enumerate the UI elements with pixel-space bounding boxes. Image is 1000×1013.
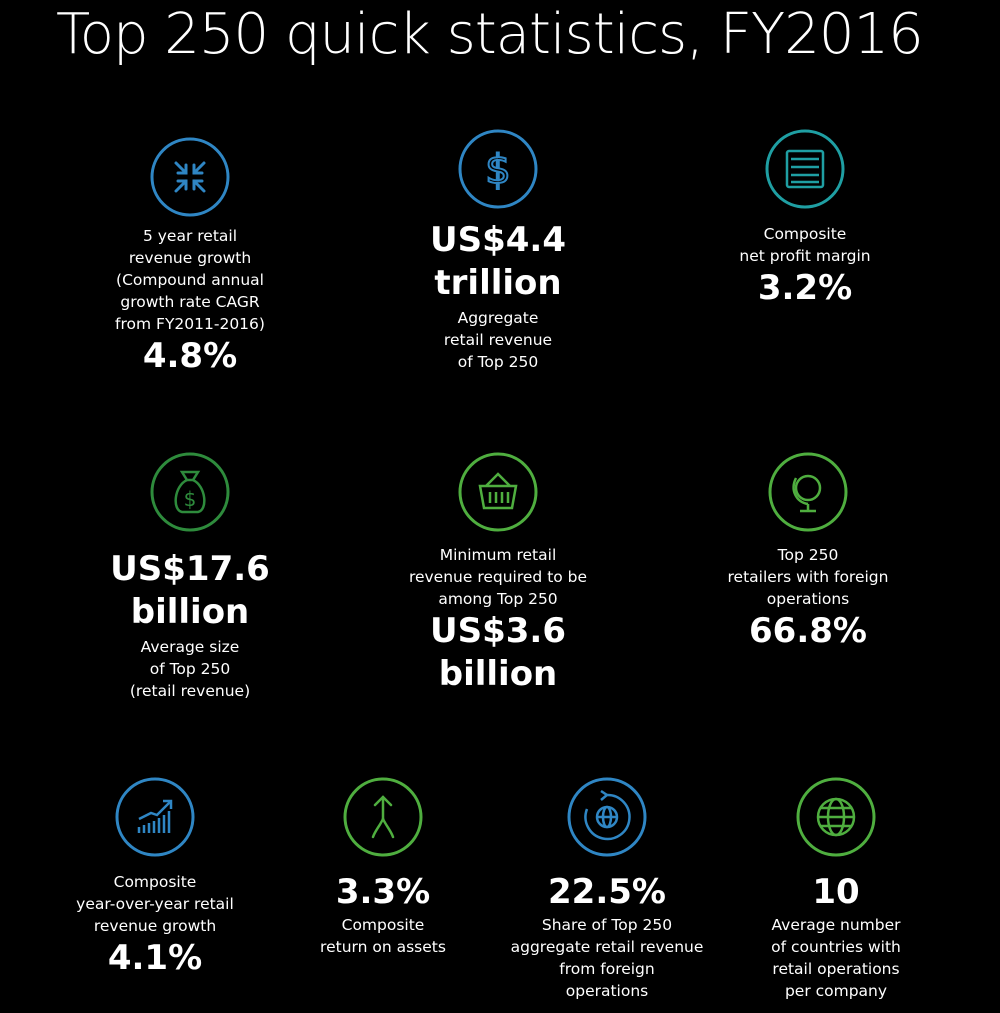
stat-card-countries-count bbox=[736, 775, 936, 1002]
stat-value: 10 bbox=[812, 872, 860, 912]
page-title: Top 250 quick statistics, FY2016 bbox=[56, 2, 923, 67]
stat-description: Minimum retail revenue required to be among Top 250 bbox=[408, 546, 588, 608]
stat-value: US$3.6 billion bbox=[430, 611, 566, 694]
stat-description: Composite year-over-year retail revenue growth bbox=[76, 873, 234, 935]
money-bag-icon bbox=[148, 450, 232, 534]
stat-card-foreign-operations bbox=[703, 450, 913, 653]
stat-description: Average size of Top 250 (retail revenue) bbox=[129, 638, 251, 700]
stat-description: Top 250 retailers with foreign operations bbox=[727, 546, 889, 608]
svg-text:$: $ bbox=[485, 147, 511, 193]
stat-description: Average number of countries with retail operations per company bbox=[771, 916, 901, 1000]
growth-chart-icon bbox=[113, 775, 197, 859]
compress-arrows-icon bbox=[148, 135, 232, 219]
stat-value: US$4.4 trillion bbox=[430, 220, 566, 303]
stat-value: 4.1% bbox=[107, 938, 203, 978]
stat-card-foreign-revenue-share bbox=[497, 775, 717, 1002]
stat-card-average-size bbox=[90, 450, 290, 702]
stat-card-yoy-growth bbox=[55, 775, 255, 980]
shopping-basket-icon bbox=[456, 450, 540, 534]
split-arrow-icon bbox=[341, 775, 425, 859]
stat-value: US$17.6 billion bbox=[110, 549, 270, 632]
stat-description: Composite net profit margin bbox=[739, 225, 871, 265]
stat-card-minimum-revenue bbox=[388, 450, 608, 696]
stat-card-revenue-growth bbox=[90, 135, 290, 378]
stat-card-aggregate-revenue bbox=[398, 127, 598, 373]
stat-value: 66.8% bbox=[749, 611, 867, 651]
globe-cycle-icon bbox=[565, 775, 649, 859]
stat-card-return-on-assets bbox=[283, 775, 483, 958]
stat-value: 3.3% bbox=[335, 872, 431, 912]
abacus-icon bbox=[763, 127, 847, 211]
globe-icon bbox=[794, 775, 878, 859]
stat-description: Composite return on assets bbox=[320, 916, 446, 956]
stat-value: 4.8% bbox=[142, 336, 238, 376]
stat-description: 5 year retail revenue growth (Compound annual growth rate CAGR from FY2011-2016) bbox=[115, 227, 265, 333]
stat-description: Aggregate retail revenue of Top 250 bbox=[443, 309, 553, 371]
stat-value: 3.2% bbox=[757, 268, 853, 308]
dollar-sign-icon bbox=[456, 127, 540, 211]
stat-value: 22.5% bbox=[548, 872, 666, 912]
stat-card-net-profit-margin bbox=[705, 127, 905, 310]
svg-text:$: $ bbox=[183, 487, 197, 511]
stat-description: Share of Top 250 aggregate retail revenue from foreign operations bbox=[510, 916, 704, 1000]
globe-stand-icon bbox=[766, 450, 850, 534]
